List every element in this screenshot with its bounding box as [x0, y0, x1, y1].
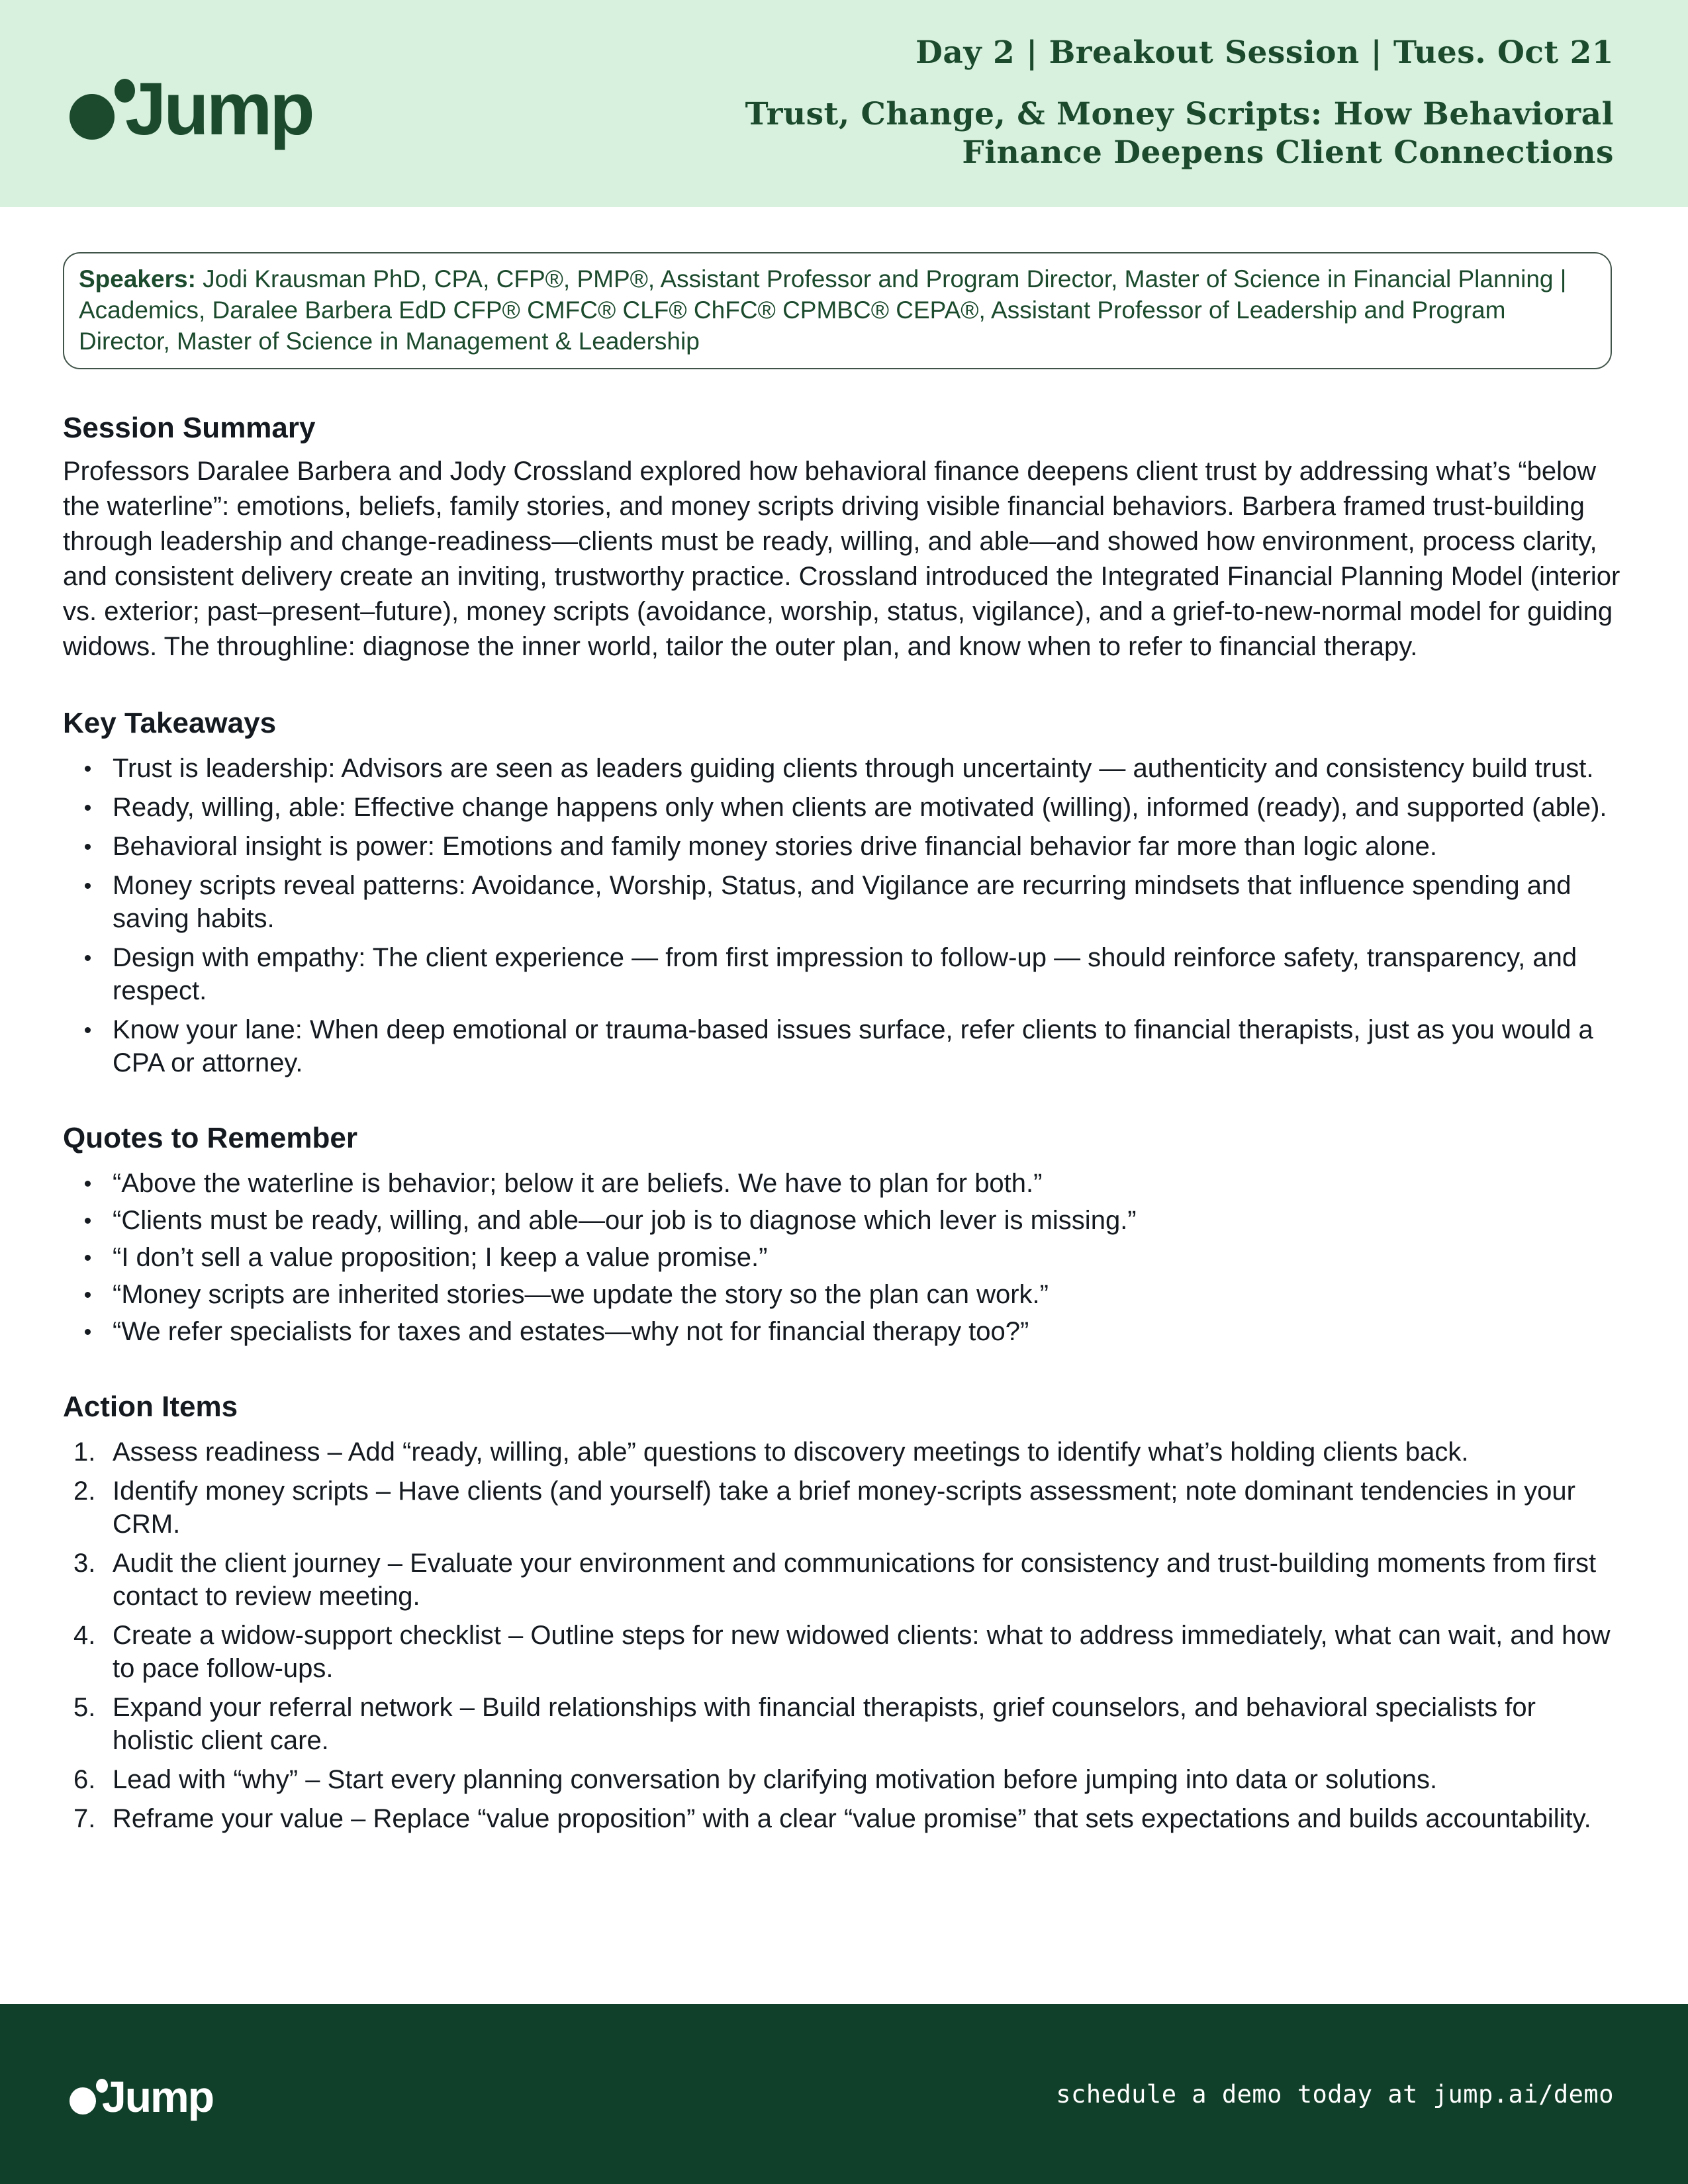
main-content	[0, 412, 1688, 1835]
action-text: Lead with “why” – Start every planning conversation by clarifying motivation before jumping into data or solutions.	[113, 1765, 1438, 1794]
quote-text: “Above the waterline is behavior; below it are beliefs. We have to plan for both.”	[113, 1169, 1043, 1198]
speakers-box	[63, 252, 1612, 369]
list-item	[63, 1763, 1622, 1796]
takeaway-text: Trust is leadership: Advisors are seen as leaders guiding clients through uncertainty — authenticity and consistency build trust.	[113, 754, 1594, 783]
header-title-block	[745, 36, 1614, 172]
list-item	[63, 1802, 1622, 1835]
key-takeaways-list	[63, 752, 1622, 1079]
quotes-heading: Quotes to Remember	[63, 1122, 357, 1154]
list-item	[63, 1475, 1622, 1541]
quote-text: “Clients must be ready, willing, and able—our job is to diagnose which lever is missing.”	[113, 1206, 1137, 1235]
takeaway-text: Money scripts reveal patterns: Avoidance, Worship, Status, and Vigilance are recurring mindsets that influence spending and saving habits.	[113, 871, 1571, 933]
list-item	[63, 1315, 1622, 1348]
footer-band	[0, 2004, 1688, 2184]
list-item	[63, 830, 1622, 863]
jump-logo-footer	[70, 2061, 228, 2127]
session-title-line-2: Finance Deepens Client Connections	[962, 134, 1614, 171]
action-text: Assess readiness – Add “ready, willing, able” questions to discovery meetings to identify what’s holding clients back.	[113, 1437, 1469, 1467]
takeaway-text: Ready, willing, able: Effective change happens only when clients are motivated (willing), informed (ready), and supported (able).	[113, 793, 1607, 822]
takeaway-text: Behavioral insight is power: Emotions and family money stories drive financial behavior far more than logic alone.	[113, 832, 1437, 861]
list-item	[63, 1167, 1622, 1200]
action-text: Identify money scripts – Have clients (and yourself) take a brief money-scripts assessment; note dominant tendencies in your CRM.	[113, 1477, 1575, 1539]
session-summary-paragraph: Professors Daralee Barbera and Jody Crossland explored how behavioral finance deepens client trust by addressing what’s “below the waterline”: emotions, beliefs, family stories, and money scripts driving visible financial behaviors. Barbera framed trust-building through leadership and change-readiness—clients must be ready, willing, and able—and showed how environment, process clarity, and consistent delivery create an inviting, trustworthy practice. Crossland introduced the Integrated Financial Planning Model (interior vs. exterior; past–present–future), money scripts (avoidance, worship, status, vigilance), and a grief-to-new-normal model for guiding widows. The throughline: diagnose the inner world, tailor the outer plan, and know when to refer to financial therapy.	[63, 457, 1620, 661]
list-item	[63, 1691, 1622, 1757]
list-item	[63, 941, 1622, 1007]
speakers-text: Jodi Krausman PhD, CPA, CFP®, PMP®, Assistant Professor and Program Director, Master of Science in Financial Planning | Academics, Daralee Barbera EdD CFP® CMFC® CLF® ChFC® CPMBC® CEPA®, Assistant Professor of Leadership and Program Director, Master of Science in Management & Leadership	[79, 265, 1567, 355]
jump-logo	[70, 51, 321, 157]
list-item	[63, 1278, 1622, 1311]
demo-cta-text: schedule a demo today at jump.ai/demo	[1056, 2079, 1614, 2109]
jump-logo-large-dot-icon	[70, 94, 115, 140]
session-date-line: Day 2 | Breakout Session | Tues. Oct 21	[915, 34, 1614, 71]
jump-logo-large-dot-icon	[70, 2087, 96, 2115]
action-text: Expand your referral network – Build relationships with financial therapists, grief counselors, and behavioral specialists for holistic client care.	[113, 1693, 1536, 1755]
list-item	[63, 1204, 1622, 1237]
quote-text: “I don’t sell a value proposition; I keep a value promise.”	[113, 1243, 768, 1272]
action-items-heading: Action Items	[63, 1390, 238, 1423]
action-text: Audit the client journey – Evaluate your environment and communications for consistency and trust-building moments from first contact to review meeting.	[113, 1549, 1597, 1611]
quote-text: “Money scripts are inherited stories—we update the story so the plan can work.”	[113, 1280, 1049, 1309]
list-item	[63, 1547, 1622, 1613]
action-items-list	[63, 1435, 1622, 1835]
jump-logo-wordmark: Jump	[125, 67, 312, 150]
list-item	[63, 1619, 1622, 1685]
list-item	[63, 1435, 1622, 1469]
header-band	[0, 0, 1688, 207]
list-item	[63, 1241, 1622, 1274]
takeaway-text: Design with empathy: The client experience — from first impression to follow-up — should reinforce safety, transparency, and respect.	[113, 943, 1577, 1005]
session-title-line-1: Trust, Change, & Money Scripts: How Behavioral	[745, 95, 1614, 132]
key-takeaways-heading: Key Takeaways	[63, 707, 277, 739]
list-item	[63, 1013, 1622, 1079]
action-text: Reframe your value – Replace “value proposition” with a clear “value promise” that sets expectations and builds accountability.	[113, 1804, 1591, 1833]
list-item	[63, 752, 1622, 785]
quote-text: “We refer specialists for taxes and estates—why not for financial therapy too?”	[113, 1317, 1029, 1346]
action-text: Create a widow-support checklist – Outline steps for new widowed clients: what to address immediately, what can wait, and how to pace follow-ups.	[113, 1621, 1611, 1683]
list-item	[63, 869, 1622, 935]
session-summary-heading: Session Summary	[63, 412, 316, 444]
quotes-list	[63, 1167, 1622, 1348]
jump-logo-wordmark: Jump	[102, 2072, 214, 2121]
takeaway-text: Know your lane: When deep emotional or trauma-based issues surface, refer clients to financial therapists, just as you would a CPA or attorney.	[113, 1015, 1593, 1077]
speakers-label: Speakers:	[79, 265, 196, 293]
list-item	[63, 791, 1622, 824]
